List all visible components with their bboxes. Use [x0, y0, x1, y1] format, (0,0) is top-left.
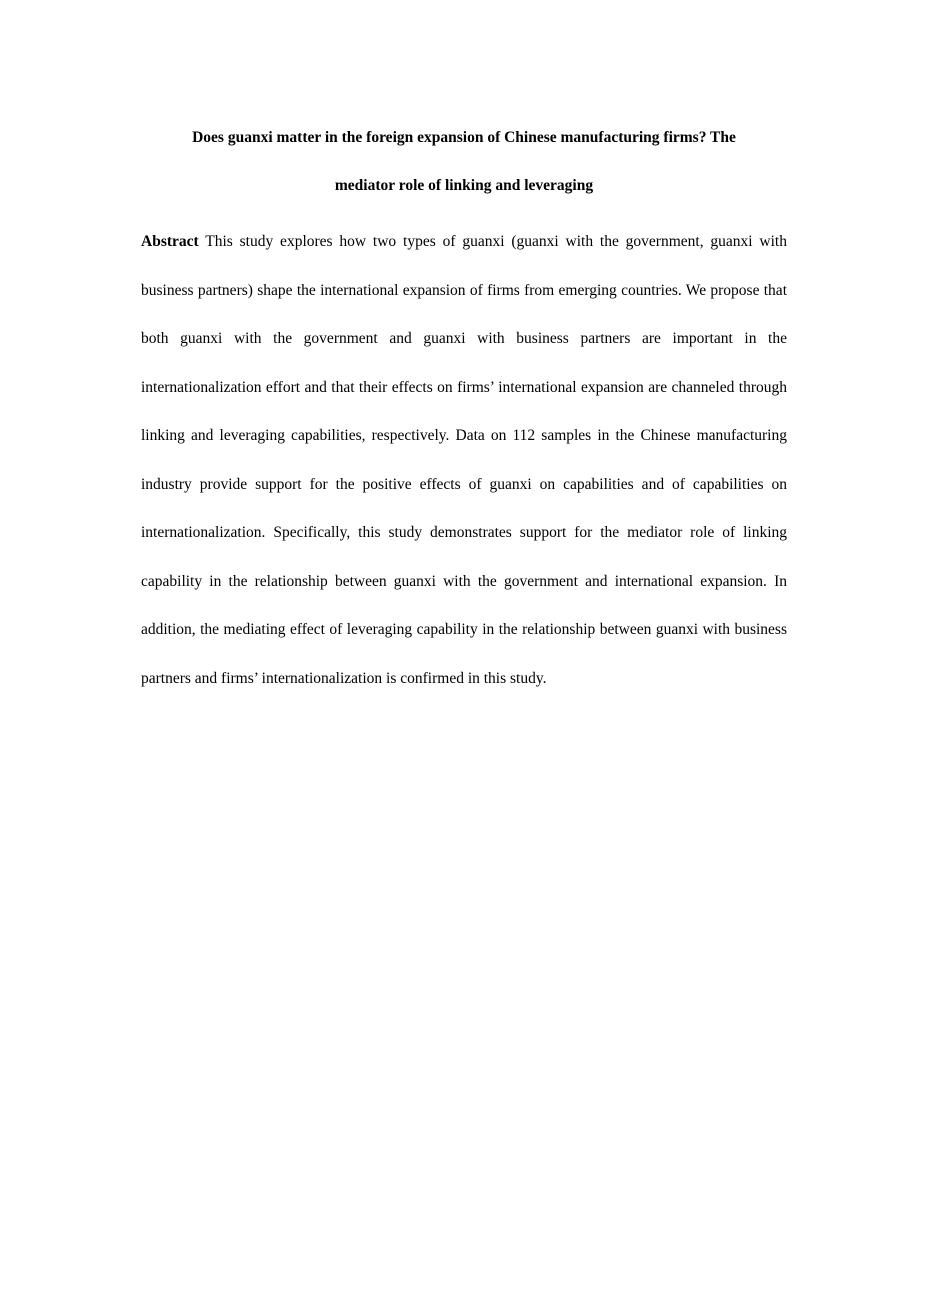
abstract-paragraph: [141, 218, 787, 703]
abstract-label: Abstract: [141, 233, 199, 250]
paper-title-line-1: Does guanxi matter in the foreign expansion of Chinese manufacturing firms? The: [192, 129, 736, 146]
paper-title-line-2: mediator role of linking and leveraging: [334, 177, 594, 194]
abstract-body: This study explores how two types of guanxi (guanxi with the government, guanxi with business partners) shape the international expansion of firms from emerging countries. We propose that both guanxi with the government and guanxi with business partners are important in the internationalization effort and that their effects on firms’ international expansion are channeled through linking and leveraging capabilities, respectively. Data on 112 samples in the Chinese manufacturing industry provide support for the positive effects of guanxi on capabilities and of capabilities on internationalization. Specifically, this study demonstrates support for the mediator role of linking capability in the relationship between guanxi with the government and international expansion. In addition, the mediating effect of leveraging capability in the relationship between guanxi with business partners and firms’ internationalization is confirmed in this study.: [141, 233, 787, 687]
